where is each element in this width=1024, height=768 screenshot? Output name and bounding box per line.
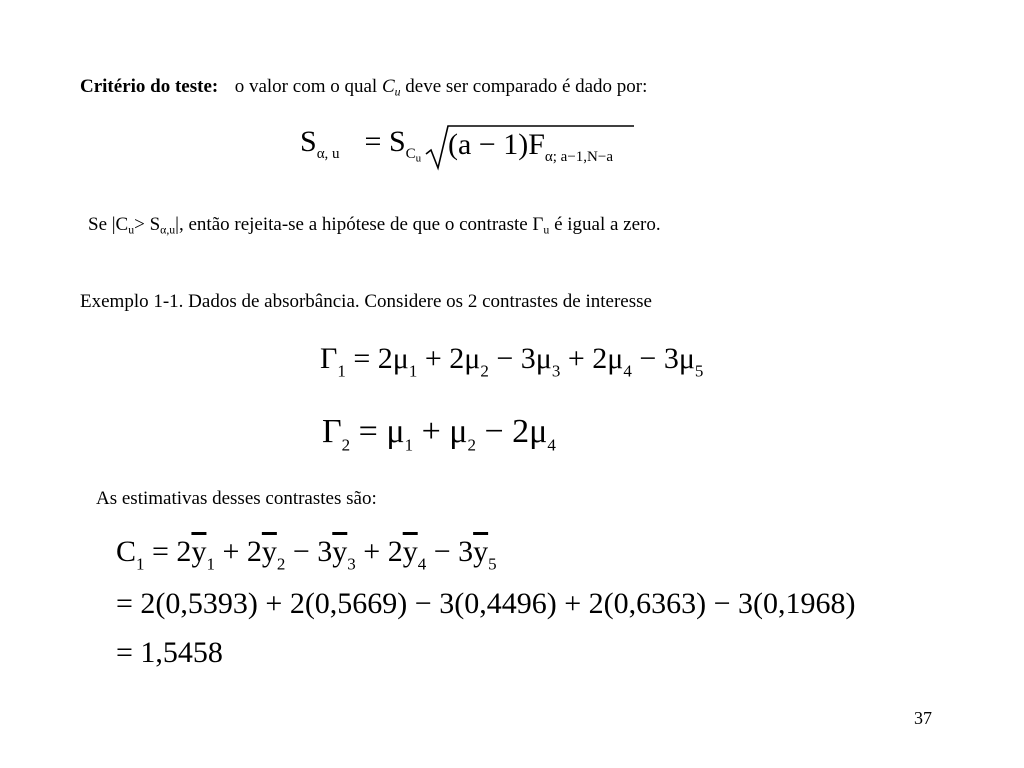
criterio-line	[80, 76, 647, 98]
page-number: 37	[914, 708, 932, 728]
formula-radicand: $(a - 1)F_{\alpha; a-1,N-a}$	[448, 128, 613, 165]
c1-result: = 1,5458	[116, 636, 223, 669]
exemplo-text: Exemplo 1-1. Dados de absorbância. Considere os 2 contrastes de interesse	[80, 291, 652, 312]
criterio-text-1: o valor com o qual	[234, 76, 378, 97]
formula-s-alpha-u: $S_{\alpha, u} = S_{C_u}$	[300, 125, 422, 165]
cu-symbol: $C_u$	[381, 76, 401, 99]
criterio-text-2: deve ser comparado é dado por:	[405, 76, 648, 97]
c1-equation: $C_1 = 2\overline{y}_1 + 2\overline{y}_2 - 3\overline{y}_3 + 2\overline{y}_4 - 3\overline{y}_5$	[116, 535, 497, 574]
rejection-rule-text: Se $|C_u> S_{\alpha,u}|$, então rejeita-se a hipótese de que o contraste $\Gamma_u$ é igual a zero.	[88, 214, 661, 237]
gamma-1-equation: $\Gamma_1 = 2\mu_1 + 2\mu_2 - 3\mu_3 + 2\mu_4 - 3\mu_5$	[320, 342, 704, 381]
estimativas-text: As estimativas desses contrastes são:	[96, 488, 377, 509]
criterio-label: Critério do teste:	[80, 76, 219, 97]
gamma-2-equation: $\Gamma_2 = \mu_1 + \mu_2 - 2\mu_4$	[322, 413, 556, 455]
c1-substitution: = 2(0,5393) + 2(0,5669) − 3(0,4496) + 2(0,6363) − 3(0,1968)	[116, 587, 856, 620]
